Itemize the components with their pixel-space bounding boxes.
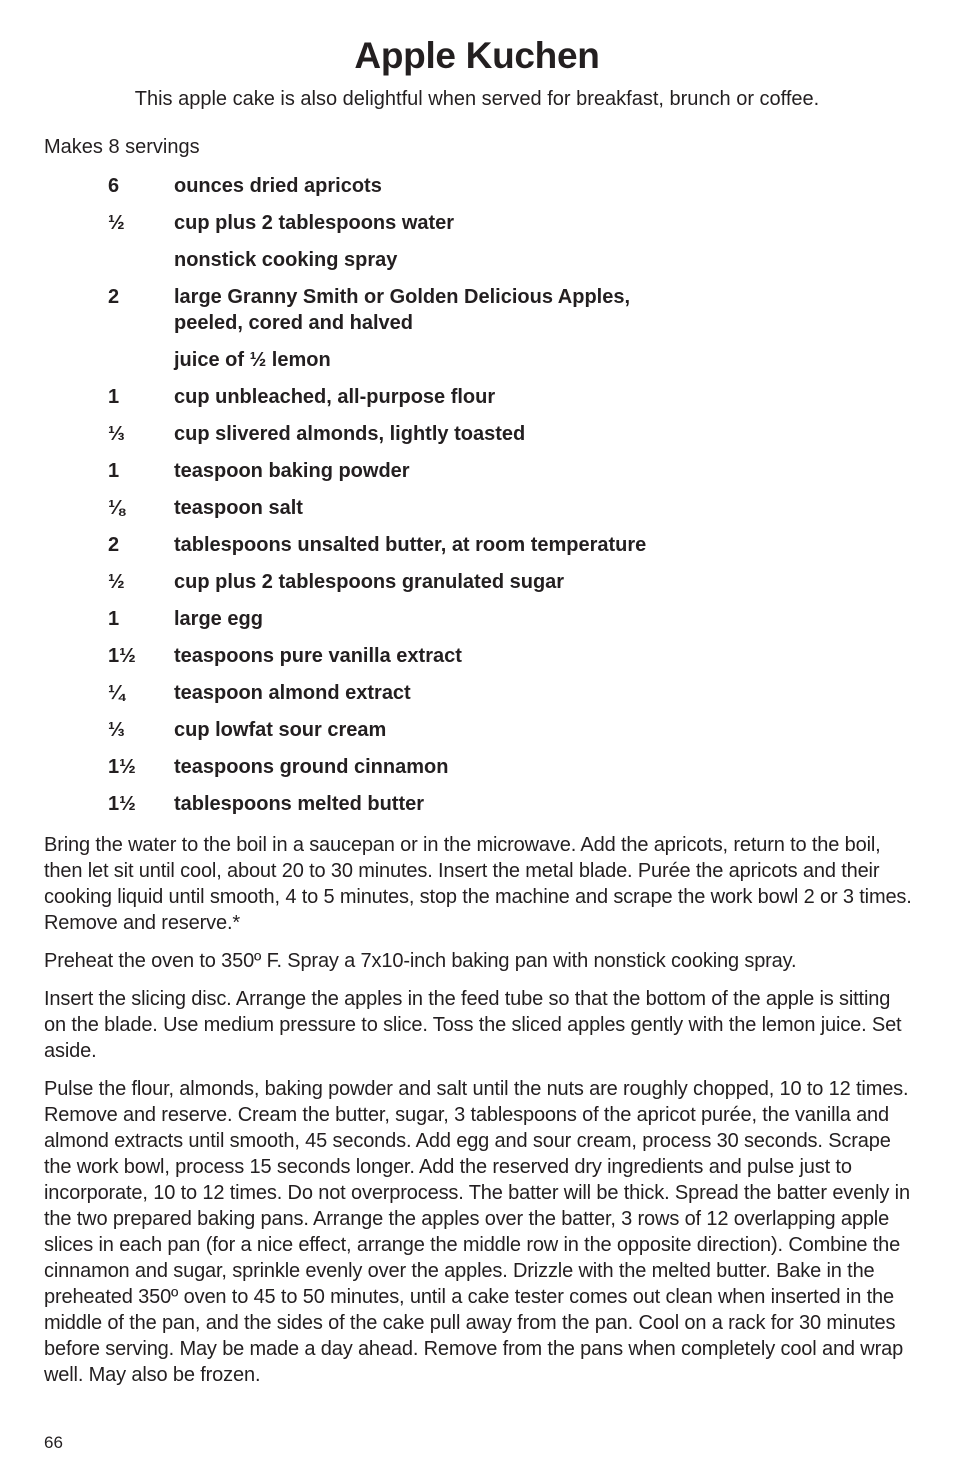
ingredient-quantity: 2 <box>108 286 120 308</box>
ingredient-list <box>108 173 868 828</box>
ingredient-row <box>108 173 868 199</box>
ingredient-row <box>108 717 868 743</box>
ingredient-quantity: ⅛ <box>108 497 125 519</box>
direction-paragraph: Insert the slicing disc. Arrange the apples in the feed tube so that the bottom of the apple is sitting on the blade. Use medium pressure to slice. Toss the sliced apples gently with the lemon juice. Set aside. <box>44 988 902 1062</box>
ingredient-row <box>108 791 868 817</box>
page-number: 66 <box>44 1433 63 1452</box>
ingredient-quantity <box>108 347 174 373</box>
ingredient-row <box>108 569 868 595</box>
ingredient-row <box>108 458 868 484</box>
ingredient-name: cup lowfat sour cream <box>174 719 387 741</box>
ingredient-quantity: 6 <box>108 175 120 197</box>
ingredient-name: tablespoons unsalted butter, at room temperature <box>174 534 647 556</box>
ingredient-name: teaspoons pure vanilla extract <box>174 645 462 667</box>
recipe-intro: This apple cake is also delightful when served for breakfast, brunch or coffee. <box>134 88 820 110</box>
ingredient-row <box>108 643 868 669</box>
ingredient-row <box>108 606 868 632</box>
ingredient-row <box>108 384 868 410</box>
ingredient-quantity: ½ <box>108 571 125 593</box>
ingredient-quantity: 1½ <box>108 645 136 667</box>
ingredient-name: teaspoons ground cinnamon <box>174 756 449 778</box>
ingredient-row <box>108 247 868 273</box>
direction-paragraph: Bring the water to the boil in a saucepan or in the microwave. Add the apricots, return to the boil, then let sit until cool, about 20 to 30 minutes. Insert the metal blade. Purée the apricots and their cooking liquid until smooth, 4 to 5 minutes, stop the machine and scrape the work bowl 2 or 3 times. Remove and reserve.* <box>44 834 912 934</box>
ingredient-row <box>108 284 868 336</box>
ingredient-quantity <box>108 247 174 273</box>
ingredient-row <box>108 347 868 373</box>
ingredient-quantity: 1 <box>108 460 120 482</box>
ingredient-quantity: 1 <box>108 608 120 630</box>
ingredient-row <box>108 495 868 521</box>
ingredient-name: cup slivered almonds, lightly toasted <box>174 423 526 445</box>
directions <box>44 832 914 1400</box>
ingredient-quantity: 2 <box>108 534 120 556</box>
servings-text: Makes 8 servings <box>44 136 200 158</box>
ingredient-name: cup plus 2 tablespoons water <box>174 212 455 234</box>
ingredient-name: large Granny Smith or Golden Delicious Apples, peeled, cored and halved <box>174 286 631 334</box>
ingredient-name: cup plus 2 tablespoons granulated sugar <box>174 571 565 593</box>
ingredient-quantity: ⅓ <box>108 719 125 741</box>
ingredient-row <box>108 680 868 706</box>
ingredient-name: nonstick cooking spray <box>174 249 398 271</box>
ingredient-row <box>108 210 868 236</box>
recipe-title: Apple Kuchen <box>354 35 600 76</box>
ingredient-row <box>108 754 868 780</box>
ingredient-name: teaspoon almond extract <box>174 682 411 704</box>
ingredient-name: ounces dried apricots <box>174 175 382 197</box>
ingredient-quantity: ½ <box>108 212 125 234</box>
ingredient-quantity: 1 <box>108 386 120 408</box>
ingredient-name: teaspoon baking powder <box>174 460 410 482</box>
ingredient-quantity: ¼ <box>108 682 125 704</box>
direction-paragraph: Pulse the flour, almonds, baking powder and salt until the nuts are roughly chopped, 10 to 12 times. Remove and reserve. Cream the butter, sugar, 3 tablespoons of the apricot purée, the vanilla and almond extracts until smooth, 45 seconds. Add egg and sour cream, process 30 seconds. Scrape the work bowl, process 15 seconds longer. Add the reserved dry ingredients and pulse just to incorporate, 10 to 12 times. Do not overprocess. The batter will be thick. Spread the batter evenly in the two prepared baking pans. Arrange the apples over the batter, 3 rows of 12 overlapping apple slices in each pan (for a nice effect, arrange the middle row in the opposite direction). Combine the cinnamon and sugar, sprinkle evenly over the apples. Drizzle with the melted butter. Bake in the preheated 350º oven to 45 to 50 minutes, until a cake tester comes out clean when inserted in the middle of the pan, and the sides of the cake pull away from the pan. Cool on a rack for 30 minutes before serving. May be made a day ahead. Remove from the pans when completely cool and wrap well. May also be frozen. <box>44 1078 910 1386</box>
ingredient-quantity: 1½ <box>108 793 136 815</box>
ingredient-quantity: ⅓ <box>108 423 125 445</box>
ingredient-quantity: 1½ <box>108 756 136 778</box>
direction-paragraph: Preheat the oven to 350º F. Spray a 7x10-inch baking pan with nonstick cooking spray. <box>44 950 797 972</box>
ingredient-row <box>108 532 868 558</box>
ingredient-name: large egg <box>174 608 263 630</box>
ingredient-name: cup unbleached, all-purpose flour <box>174 386 496 408</box>
ingredient-name: teaspoon salt <box>174 497 303 519</box>
ingredient-name: tablespoons melted butter <box>174 793 425 815</box>
ingredient-name: juice of ½ lemon <box>174 349 331 371</box>
ingredient-row <box>108 421 868 447</box>
